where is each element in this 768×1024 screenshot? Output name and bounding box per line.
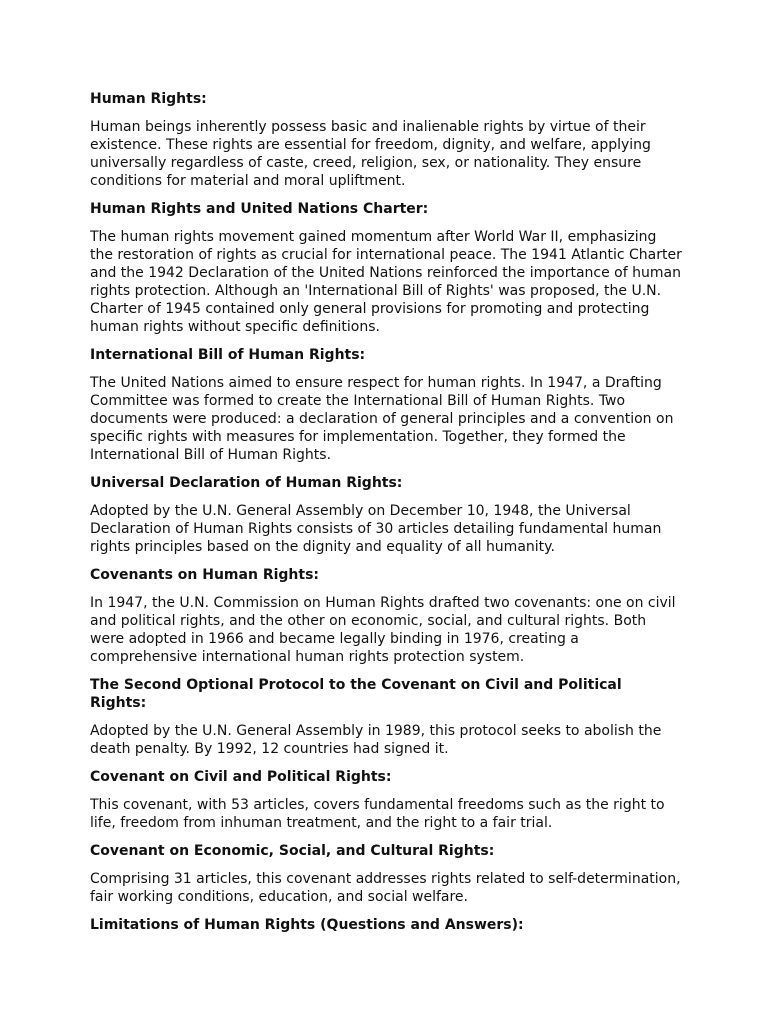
section-body: Human beings inherently possess basic and inalienable rights by virtue of their existence. These rights are essential for freedom, dignity, and welfare, applying universally regardless of caste, creed, religion, sex, or nationality. They ensure conditions for material and moral upliftment. bbox=[90, 119, 651, 189]
section-covenants bbox=[90, 566, 682, 666]
section-heading: Covenant on Civil and Political Rights: bbox=[90, 769, 392, 785]
section-heading: Covenant on Economic, Social, and Cultural Rights: bbox=[90, 843, 495, 859]
section-human-rights bbox=[90, 90, 682, 190]
section-heading: International Bill of Human Rights: bbox=[90, 347, 366, 363]
section-un-charter bbox=[90, 200, 682, 336]
section-heading: Human Rights: bbox=[90, 91, 207, 107]
section-body: Adopted by the U.N. General Assembly in 1989, this protocol seeks to abolish the death penalty. By 1992, 12 countries had signed it. bbox=[90, 723, 662, 757]
document-page bbox=[90, 90, 682, 944]
section-heading: Limitations of Human Rights (Questions and Answers): bbox=[90, 917, 524, 933]
section-body: The human rights movement gained momentum after World War II, emphasizing the restoration of rights as crucial for international peace. The 1941 Atlantic Charter and the 1942 Declaration of the United Nations reinforced the importance of human rights protection. Although an 'International Bill of Rights' was proposed, the U.N. Charter of 1945 contained only general provisions for promoting and protecting human rights without specific definitions. bbox=[90, 229, 682, 335]
section-limitations bbox=[90, 916, 682, 934]
section-international-bill bbox=[90, 346, 682, 464]
section-body: In 1947, the U.N. Commission on Human Rights drafted two covenants: one on civil and political rights, and the other on economic, social, and cultural rights. Both were adopted in 1966 and became legally binding in 1976, creating a comprehensive international human rights protection system. bbox=[90, 595, 676, 665]
section-heading: The Second Optional Protocol to the Covenant on Civil and Political Rights: bbox=[90, 677, 622, 711]
section-economic-social-cultural bbox=[90, 842, 682, 906]
section-body: Adopted by the U.N. General Assembly on December 10, 1948, the Universal Declaration of Human Rights consists of 30 articles detailing fundamental human rights principles based on the dignity and equality of all humanity. bbox=[90, 503, 662, 555]
section-heading: Human Rights and United Nations Charter: bbox=[90, 201, 429, 217]
section-body: The United Nations aimed to ensure respect for human rights. In 1947, a Drafting Committee was formed to create the International Bill of Human Rights. Two documents were produced: a declaration of general principles and a convention on specific rights with measures for implementation. Together, they formed the International Bill of Human Rights. bbox=[90, 375, 674, 463]
section-heading: Covenants on Human Rights: bbox=[90, 567, 320, 583]
section-second-optional-protocol bbox=[90, 676, 682, 758]
section-body: This covenant, with 53 articles, covers fundamental freedoms such as the right to life, freedom from inhuman treatment, and the right to a fair trial. bbox=[90, 797, 665, 831]
section-heading: Universal Declaration of Human Rights: bbox=[90, 475, 403, 491]
section-civil-political bbox=[90, 768, 682, 832]
section-universal-declaration bbox=[90, 474, 682, 556]
section-body: Comprising 31 articles, this covenant addresses rights related to self-determination, fair working conditions, education, and social welfare. bbox=[90, 871, 681, 905]
